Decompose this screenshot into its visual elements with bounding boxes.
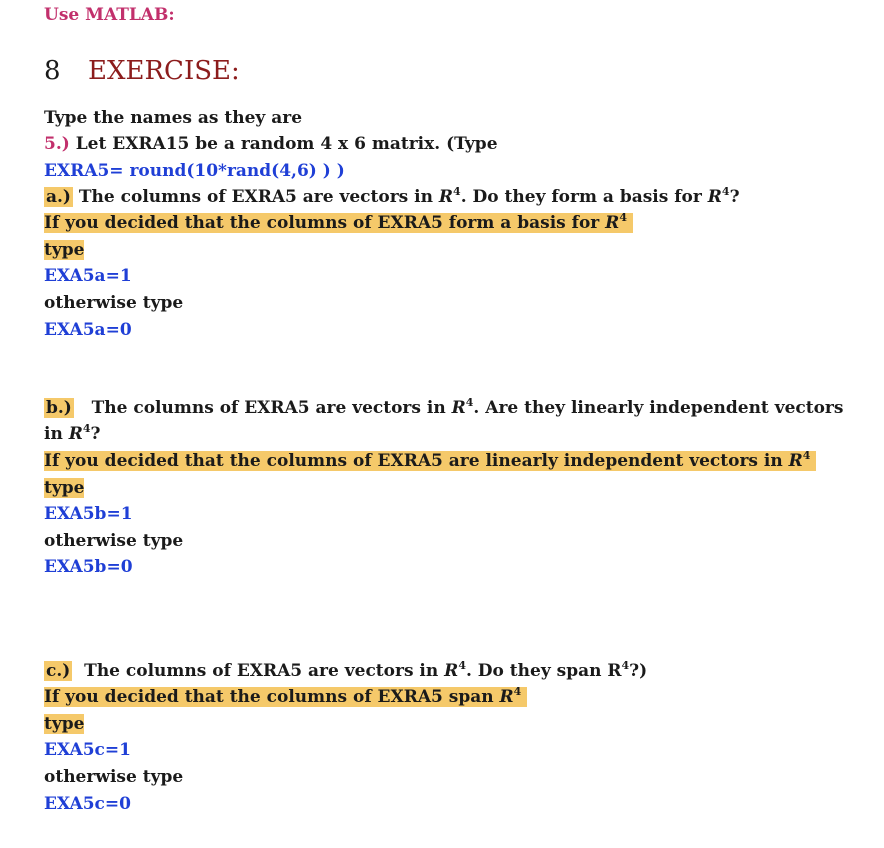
math-exp: 4 [465,396,474,409]
part-a-condition [44,212,633,234]
part-b-question-line2-text: in [44,424,69,444]
part-a-yes-code: EXA5a=1 [44,266,132,286]
part-a-type-word: type [44,240,85,260]
part-c-type [44,713,84,735]
part-a-type [44,239,84,261]
part-c-otherwise: otherwise type [44,767,184,787]
math-exp: 4 [82,422,91,435]
item-text: Let EXRA15 be a random 4 x 6 matrix. (Type [69,134,498,154]
math-r: R [499,687,514,707]
item-number: 5.) [44,134,70,154]
part-c-condition [44,686,527,708]
part-c-yes-code: EXA5c=1 [44,740,131,760]
part-a-question-mid: . Do they form a basis for [460,187,708,207]
math-exp: 4 [513,685,522,698]
part-b-question-text: The columns of EXRA5 are vectors in [85,398,452,418]
part-a-question-end: ? [729,187,740,207]
part-b-question-end: ? [90,424,101,444]
part-a-otherwise: otherwise type [44,293,184,313]
math-exp: 4 [619,211,627,224]
math-exp: 4 [453,185,461,198]
part-b-otherwise: otherwise type [44,531,184,551]
part-a-label: a.) [46,187,71,207]
type-names-instruction: Type the names as they are [44,108,303,128]
part-c-condition-text: If you decided that the columns of EXRA5 span [44,687,500,707]
part-c-no-code: EXA5c=0 [44,794,131,814]
part-c-type-word: type [44,714,85,734]
math-exp: 4 [721,185,730,198]
math-r: R [788,451,803,471]
math-exp: 4 [621,659,630,672]
part-b-label: b.) [46,398,72,418]
section-title: EXERCISE: [88,56,240,86]
math-r: R [68,424,83,444]
part-b-no-code: EXA5b=0 [44,557,133,577]
part-c-question-mid: . Do they span R [465,661,622,681]
part-b-question-line2 [44,423,101,445]
part-b-condition [44,450,816,472]
matrix-code: EXRA5= round(10*rand(4,6) ) ) [44,161,345,181]
part-c-question-end: ?) [629,661,648,681]
part-a-no-code: EXA5a=0 [44,320,132,340]
section-number: 8 [44,56,61,86]
math-exp: 4 [458,659,466,672]
part-a-question-text: The columns of EXRA5 are vectors in [72,187,439,207]
part-c-label: c.) [46,661,71,681]
math-r: R [707,187,722,207]
math-r: R [605,213,620,233]
math-r: R [438,187,454,207]
part-b-type-word: type [44,478,85,498]
math-r: R [444,661,459,681]
part-c-question-text: The columns of EXRA5 are vectors in [78,661,445,681]
part-b-yes-code: EXA5b=1 [44,504,133,524]
item-5-statement [44,133,498,155]
math-exp: 4 [802,449,811,462]
math-r: R [451,398,466,418]
part-b-question [44,397,843,419]
part-c-question [44,660,647,682]
use-matlab-label: Use MATLAB: [44,5,175,25]
part-b-condition-text: If you decided that the columns of EXRA5 are linearly independent vectors in [44,451,789,471]
part-b-type [44,477,84,499]
part-b-question-mid: . Are they linearly independent vectors [473,398,844,418]
part-a-condition-text: If you decided that the columns of EXRA5 form a basis for [44,213,606,233]
part-a-question [44,186,740,208]
